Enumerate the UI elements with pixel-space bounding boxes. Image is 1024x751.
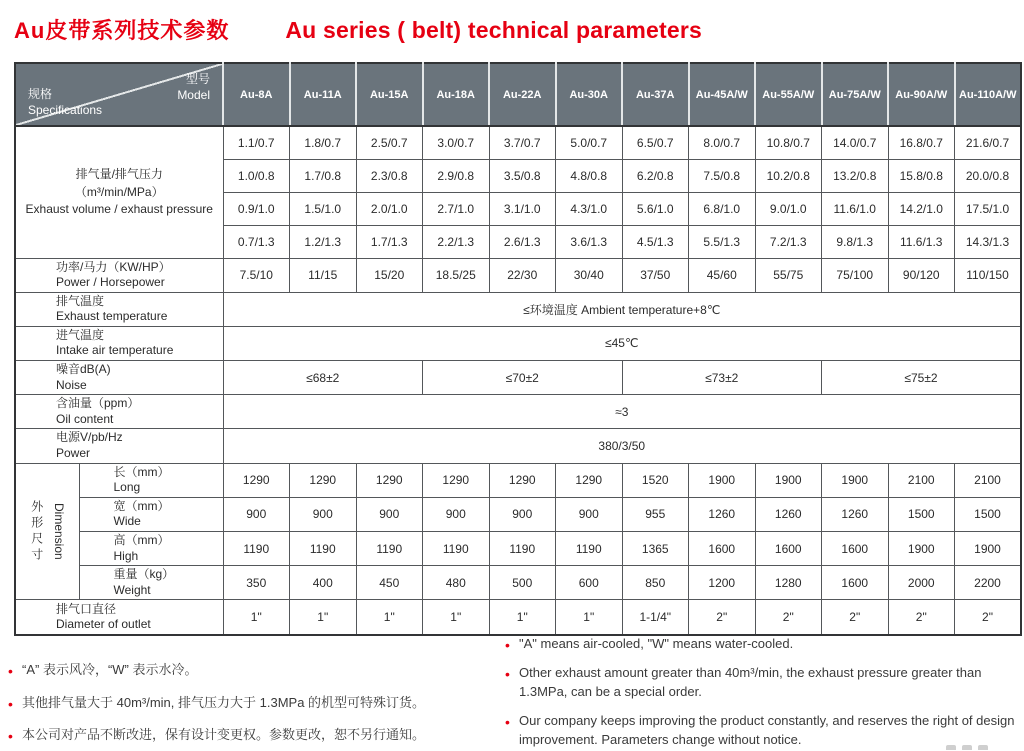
exhaust-temp-label [15,292,223,326]
model-col-header: Au-90A/W [888,63,955,126]
dimension-wide-label [79,497,223,531]
value-cell: 900 [556,497,623,531]
spec-label-en: Specifications [28,102,103,117]
value-cell: 9.0/1.0 [755,192,822,225]
dimension-high-row [15,532,1021,566]
high-label-zh: 高（mm） [113,533,170,547]
footnote-zh-text: 其他排气量大于 40m³/min, 排气压力大于 1.3MPa 的机型可特殊订货。 [22,694,426,710]
value-cell: 5.5/1.3 [689,225,756,258]
value-cell: 37/50 [622,258,689,292]
value-cell: 10.2/0.8 [755,159,822,192]
value-cell: 1190 [423,532,490,566]
value-cell: 1290 [290,463,357,497]
power-supply-row [15,429,1021,463]
dimension-group-label [15,463,79,600]
corner-cell [15,63,223,126]
model-col-header: Au-45A/W [689,63,756,126]
value-cell: 900 [290,497,357,531]
weight-label-zh: 重量（kg） [113,567,175,582]
value-cell: 11/15 [290,258,357,292]
value-cell: 1.0/0.8 [223,159,290,192]
footnote-zh [8,660,468,680]
dimension-wide-row [15,497,1021,531]
outlet-label [15,600,223,635]
value-cell: 55/75 [755,258,822,292]
footnote-en [505,711,1019,750]
bullet-icon: • [505,637,510,653]
intake-temp-value: ≤45℃ [223,326,1021,360]
value-cell: 2.9/0.8 [423,159,490,192]
value-cell: 2100 [888,463,955,497]
value-cell: 5.6/1.0 [622,192,689,225]
value-cell: 0.7/1.3 [223,225,290,258]
value-cell: 18.5/25 [423,258,490,292]
value-cell: 3.7/0.7 [489,126,556,159]
power-supply-label [15,429,223,463]
value-cell: 1190 [223,532,290,566]
footnote-zh-text: 本公司对产品不断改进，保有设计变更权。参数更改，恕不另行通知。 [22,727,426,742]
dimension-long-label [79,463,223,497]
model-col-header: Au-8A [223,63,290,126]
outlet-label-en: Diameter of outlet [56,617,151,632]
value-cell: 7.5/0.8 [689,159,756,192]
long-label-en: Long [113,480,141,495]
value-cell: 1600 [755,532,822,566]
value-cell: 1190 [556,532,623,566]
footnote-en [505,663,1019,702]
value-cell: 1260 [755,497,822,531]
power-supply-value: 380/3/50 [223,429,1021,463]
value-cell: 2.7/1.0 [423,192,490,225]
noise-label-en: Noise [56,377,87,392]
value-cell: 1-1/4" [622,600,689,635]
value-cell: 480 [423,566,490,600]
corner-model-label [177,71,210,103]
value-cell: 1" [556,600,623,635]
value-cell: 22/30 [489,258,556,292]
page-title-zh: Au皮带系列技术参数 [14,18,230,43]
value-cell: 2200 [955,566,1022,600]
value-cell: 1600 [822,532,889,566]
value-cell: 3.5/0.8 [489,159,556,192]
value-cell: 7.5/10 [223,258,290,292]
value-cell: 17.5/1.0 [955,192,1022,225]
exhaust-temp-label-zh: 排气温度 [56,293,105,308]
exhaust-label-en: Exhaust volume / exhaust pressure [25,201,213,216]
value-cell: 2" [822,600,889,635]
value-cell: 450 [356,566,423,600]
page-title-en: Au series ( belt) technical parameters [285,17,702,43]
model-col-header: Au-55A/W [755,63,822,126]
value-cell: 1190 [489,532,556,566]
bullet-icon: • [8,728,13,744]
dimension-weight-label [79,566,223,600]
value-cell: 1900 [955,532,1022,566]
model-col-header: Au-110A/W [955,63,1022,126]
value-cell: 1.5/1.0 [290,192,357,225]
footnote-en [505,634,1019,654]
dimension-label-en: Dimension [51,503,66,560]
exhaust-label-unit: （m³/min/MPa） [74,184,164,199]
dimension-long-row [15,463,1021,497]
value-cell: 15/20 [356,258,423,292]
value-cell: 1" [290,600,357,635]
bullet-icon: • [505,713,510,730]
value-cell: 3.0/0.7 [423,126,490,159]
exhaust-volume-label [15,126,223,258]
power-supply-label-zh: 电源V/pb/Hz [56,430,123,445]
value-cell: 900 [489,497,556,531]
value-cell: 1.7/0.8 [290,159,357,192]
value-cell: 14.3/1.3 [955,225,1022,258]
model-col-header: Au-30A [556,63,623,126]
value-cell: 6.5/0.7 [622,126,689,159]
bullet-icon: • [505,665,510,682]
model-col-header: Au-18A [423,63,490,126]
value-cell: 110/150 [955,258,1022,292]
value-cell: 2000 [888,566,955,600]
value-cell: 8.0/0.7 [689,126,756,159]
value-cell: 4.8/0.8 [556,159,623,192]
power-supply-label-en: Power [56,446,91,461]
value-cell: 21.6/0.7 [955,126,1022,159]
model-col-header: Au-75A/W [822,63,889,126]
high-label-en: High [113,548,139,563]
intake-temp-label-zh: 进气温度 [56,327,105,342]
value-cell: 30/40 [556,258,623,292]
value-cell: 2.0/1.0 [356,192,423,225]
bullet-icon: • [8,663,13,679]
value-cell: 13.2/0.8 [822,159,889,192]
intake-temp-label-en: Intake air temperature [56,343,174,358]
value-cell: 850 [622,566,689,600]
value-cell: 7.2/1.3 [755,225,822,258]
value-cell: 2" [755,600,822,635]
value-cell: 11.6/1.0 [822,192,889,225]
footnotes-english [505,634,1019,751]
value-cell: 1900 [822,463,889,497]
model-header-row [15,63,1021,126]
noise-label-zh: 噪音dB(A) [56,362,111,377]
intake-temp-row [15,326,1021,360]
model-col-header: Au-15A [356,63,423,126]
power-label-zh: 功率/马力（KW/HP） [56,259,171,274]
value-cell: 10.8/0.7 [755,126,822,159]
value-cell: 1900 [888,532,955,566]
value-cell: 1260 [689,497,756,531]
value-cell: 2100 [955,463,1022,497]
value-cell: 0.9/1.0 [223,192,290,225]
value-cell: 6.2/0.8 [622,159,689,192]
value-cell: 1.2/1.3 [290,225,357,258]
footnote-zh-text: “A” 表示风冷，“W” 表示水冷。 [22,662,198,677]
model-label-en: Model [177,88,210,103]
value-cell: 9.8/1.3 [822,225,889,258]
footnote-en-text: "A" means air-cooled, "W" means water-cooled. [519,636,794,651]
value-cell: 1290 [489,463,556,497]
footnote-en-text: Our company keeps improving the product constantly, and reserves the right of design improvement. Parameters change without notice. [519,712,1015,747]
value-cell: 3.1/1.0 [489,192,556,225]
dimension-weight-row [15,566,1021,600]
long-label-zh: 长（mm） [113,464,170,479]
exhaust-label-zh: 排气量/排气压力 [75,167,163,182]
value-cell: 1260 [822,497,889,531]
power-row [15,258,1021,292]
value-cell: 600 [556,566,623,600]
footnotes-chinese [8,660,468,751]
value-cell: 1600 [822,566,889,600]
power-label-en: Power / Horsepower [56,275,165,290]
value-cell: 1500 [888,497,955,531]
value-cell: 1.8/0.7 [290,126,357,159]
spec-label-zh: 规格 [28,86,53,101]
model-label-zh: 型号 [185,72,210,86]
value-cell: 1900 [755,463,822,497]
page-title [14,14,702,45]
value-cell: 1" [423,600,490,635]
page-number-cropped [946,745,992,751]
exhaust-temp-value: ≤环境温度 Ambient temperature+8℃ [223,292,1021,326]
value-cell: 1" [489,600,556,635]
value-cell: 1900 [689,463,756,497]
value-cell: 2" [888,600,955,635]
noise-value-group4: ≤75±2 [822,361,1022,395]
outlet-row [15,600,1021,635]
value-cell: 1200 [689,566,756,600]
dimension-label-zh: 外形尺寸 [29,499,44,564]
value-cell: 15.8/0.8 [888,159,955,192]
value-cell: 2.6/1.3 [489,225,556,258]
value-cell: 400 [290,566,357,600]
model-col-header: Au-22A [489,63,556,126]
value-cell: 2" [955,600,1022,635]
corner-spec-label [28,86,102,118]
value-cell: 2.5/0.7 [356,126,423,159]
value-cell: 1520 [622,463,689,497]
power-label [15,258,223,292]
value-cell: 1" [356,600,423,635]
value-cell: 5.0/0.7 [556,126,623,159]
value-cell: 2.2/1.3 [423,225,490,258]
model-col-header: Au-11A [290,63,357,126]
value-cell: 11.6/1.3 [888,225,955,258]
value-cell: 1365 [622,532,689,566]
oil-content-value: ≈3 [223,395,1021,429]
value-cell: 90/120 [888,258,955,292]
value-cell: 4.3/1.0 [556,192,623,225]
value-cell: 1290 [556,463,623,497]
oil-content-row [15,395,1021,429]
value-cell: 900 [423,497,490,531]
value-cell: 4.5/1.3 [622,225,689,258]
value-cell: 1280 [755,566,822,600]
noise-label [15,361,223,395]
exhaust-temp-row [15,292,1021,326]
spec-table [14,62,1022,636]
value-cell: 1290 [356,463,423,497]
oil-label-en: Oil content [56,411,114,426]
value-cell: 1500 [955,497,1022,531]
outlet-label-zh: 排气口直径 [56,601,117,616]
wide-label-zh: 宽（mm） [113,498,170,513]
value-cell: 16.8/0.7 [888,126,955,159]
value-cell: 6.8/1.0 [689,192,756,225]
value-cell: 350 [223,566,290,600]
value-cell: 955 [622,497,689,531]
weight-label-en: Weight [113,582,151,597]
noise-value-group3: ≤73±2 [622,361,822,395]
value-cell: 1290 [223,463,290,497]
value-cell: 75/100 [822,258,889,292]
value-cell: 1290 [423,463,490,497]
value-cell: 1.1/0.7 [223,126,290,159]
value-cell: 1" [223,600,290,635]
oil-label-zh: 含油量（ppm） [56,396,140,411]
exhaust-temp-label-en: Exhaust temperature [56,309,168,324]
bullet-icon: • [8,695,13,712]
intake-temp-label [15,326,223,360]
value-cell: 900 [223,497,290,531]
value-cell: 14.2/1.0 [888,192,955,225]
wide-label-en: Wide [113,514,141,529]
value-cell: 2.3/0.8 [356,159,423,192]
value-cell: 1600 [689,532,756,566]
footnote-en-text: Other exhaust amount greater than 40m³/min, the exhaust pressure greater than 1.3MPa, can be a special order. [519,664,982,699]
value-cell: 14.0/0.7 [822,126,889,159]
value-cell: 2" [689,600,756,635]
noise-row [15,361,1021,395]
oil-content-label [15,395,223,429]
noise-value-group2: ≤70±2 [423,361,623,395]
noise-value-group1: ≤68±2 [223,361,423,395]
value-cell: 500 [489,566,556,600]
footnote-zh [8,693,468,713]
value-cell: 1190 [356,532,423,566]
value-cell: 1190 [290,532,357,566]
exhaust-row-0.7MPa [15,126,1021,159]
value-cell: 1.7/1.3 [356,225,423,258]
dimension-high-label [79,532,223,566]
value-cell: 3.6/1.3 [556,225,623,258]
footnote-zh [8,725,468,745]
value-cell: 900 [356,497,423,531]
value-cell: 20.0/0.8 [955,159,1022,192]
model-col-header: Au-37A [622,63,689,126]
value-cell: 45/60 [689,258,756,292]
